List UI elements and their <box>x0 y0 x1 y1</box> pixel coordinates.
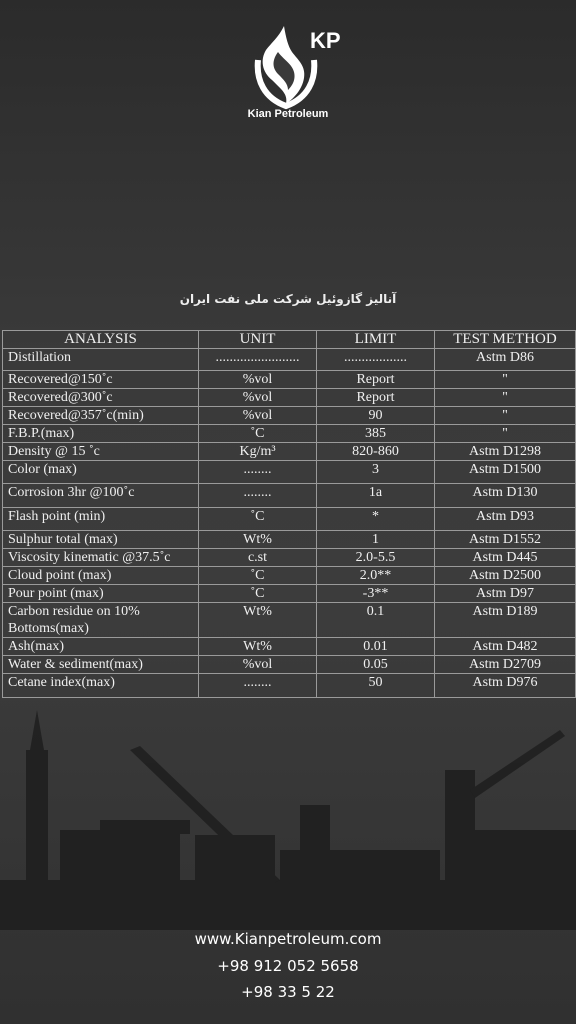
table-row <box>3 674 576 698</box>
cell-test-method: Astm D86 <box>435 349 576 371</box>
cell-limit: 50 <box>317 674 435 698</box>
cell-limit: .................. <box>317 349 435 371</box>
cell-unit: Wt% <box>199 638 317 656</box>
table-row <box>3 638 576 656</box>
header-unit: UNIT <box>199 331 317 349</box>
table-header-row <box>3 331 576 349</box>
cell-test-method: " <box>435 407 576 425</box>
cell-test-method: Astm D976 <box>435 674 576 698</box>
table-row <box>3 603 576 638</box>
cell-test-method: Astm D482 <box>435 638 576 656</box>
cell-analysis: Ash(max) <box>3 638 199 656</box>
table-row <box>3 461 576 484</box>
cell-limit: 0.01 <box>317 638 435 656</box>
logo-text: KP <box>310 28 341 53</box>
cell-limit: 820-860 <box>317 443 435 461</box>
cell-limit: * <box>317 508 435 531</box>
table-row <box>3 371 576 389</box>
cell-analysis: Corrosion 3hr @100˚c <box>3 484 199 508</box>
oil-rig-silhouette <box>0 710 576 930</box>
cell-test-method: Astm D93 <box>435 508 576 531</box>
cell-test-method: Astm D445 <box>435 549 576 567</box>
cell-unit: %vol <box>199 371 317 389</box>
page-title: آنالیز گازوئیل شرکت ملی نفت ایران <box>179 292 397 306</box>
cell-unit: ........ <box>199 484 317 508</box>
cell-analysis: Distillation <box>3 349 199 371</box>
table-row <box>3 443 576 461</box>
cell-limit: -3** <box>317 585 435 603</box>
header-test-method: TEST METHOD <box>435 331 576 349</box>
cell-unit: %vol <box>199 656 317 674</box>
cell-limit: Report <box>317 389 435 407</box>
cell-limit: 0.1 <box>317 603 435 638</box>
cell-test-method: " <box>435 389 576 407</box>
cell-analysis: Sulphur total (max) <box>3 531 199 549</box>
table-row <box>3 389 576 407</box>
phone-number-1: +98 912 052 5658 <box>217 957 359 975</box>
cell-unit: ........ <box>199 461 317 484</box>
header-analysis: ANALYSIS <box>3 331 199 349</box>
cell-unit: ˚C <box>199 585 317 603</box>
cell-limit: 3 <box>317 461 435 484</box>
cell-test-method: " <box>435 425 576 443</box>
cell-analysis: Carbon residue on 10% Bottoms(max) <box>3 603 199 638</box>
table-row <box>3 425 576 443</box>
cell-unit: Wt% <box>199 531 317 549</box>
cell-analysis: Flash point (min) <box>3 508 199 531</box>
cell-analysis: Viscosity kinematic @37.5˚c <box>3 549 199 567</box>
table-row <box>3 585 576 603</box>
cell-unit: ........................ <box>199 349 317 371</box>
cell-unit: c.st <box>199 549 317 567</box>
cell-limit: 2.0-5.5 <box>317 549 435 567</box>
cell-test-method: Astm D97 <box>435 585 576 603</box>
table-row <box>3 484 576 508</box>
cell-test-method: " <box>435 371 576 389</box>
cell-unit: ˚C <box>199 425 317 443</box>
website-link[interactable]: www.Kianpetroleum.com <box>194 930 382 948</box>
cell-limit: 1 <box>317 531 435 549</box>
cell-analysis: Density @ 15 ˚c <box>3 443 199 461</box>
cell-test-method: Astm D2500 <box>435 567 576 585</box>
cell-test-method: Astm D2709 <box>435 656 576 674</box>
table-row <box>3 508 576 531</box>
cell-test-method: Astm D189 <box>435 603 576 638</box>
cell-unit: ˚C <box>199 508 317 531</box>
cell-analysis: Recovered@357˚c(min) <box>3 407 199 425</box>
cell-unit: %vol <box>199 389 317 407</box>
cell-unit: ˚C <box>199 567 317 585</box>
cell-analysis: Recovered@300˚c <box>3 389 199 407</box>
cell-unit: Wt% <box>199 603 317 638</box>
phone-number-2: +98 33 5 22 <box>241 983 335 1001</box>
analysis-table <box>2 330 576 698</box>
table-row <box>3 407 576 425</box>
cell-unit: %vol <box>199 407 317 425</box>
cell-unit: ........ <box>199 674 317 698</box>
cell-analysis: Recovered@150˚c <box>3 371 199 389</box>
cell-analysis: Color (max) <box>3 461 199 484</box>
cell-limit: Report <box>317 371 435 389</box>
cell-test-method: Astm D1500 <box>435 461 576 484</box>
table-row <box>3 656 576 674</box>
cell-analysis: F.B.P.(max) <box>3 425 199 443</box>
cell-test-method: Astm D130 <box>435 484 576 508</box>
cell-limit: 1a <box>317 484 435 508</box>
cell-unit: Kg/m³ <box>199 443 317 461</box>
cell-analysis: Cloud point (max) <box>3 567 199 585</box>
cell-limit: 0.05 <box>317 656 435 674</box>
table-row <box>3 567 576 585</box>
cell-analysis: Water & sediment(max) <box>3 656 199 674</box>
cell-analysis: Pour point (max) <box>3 585 199 603</box>
cell-limit: 385 <box>317 425 435 443</box>
cell-limit: 90 <box>317 407 435 425</box>
cell-test-method: Astm D1552 <box>435 531 576 549</box>
cell-test-method: Astm D1298 <box>435 443 576 461</box>
table-row <box>3 531 576 549</box>
table-row <box>3 349 576 371</box>
table-row <box>3 549 576 567</box>
cell-limit: 2.0** <box>317 567 435 585</box>
brand-name: Kian Petroleum <box>247 108 329 120</box>
cell-analysis: Cetane index(max) <box>3 674 199 698</box>
header-limit: LIMIT <box>317 331 435 349</box>
